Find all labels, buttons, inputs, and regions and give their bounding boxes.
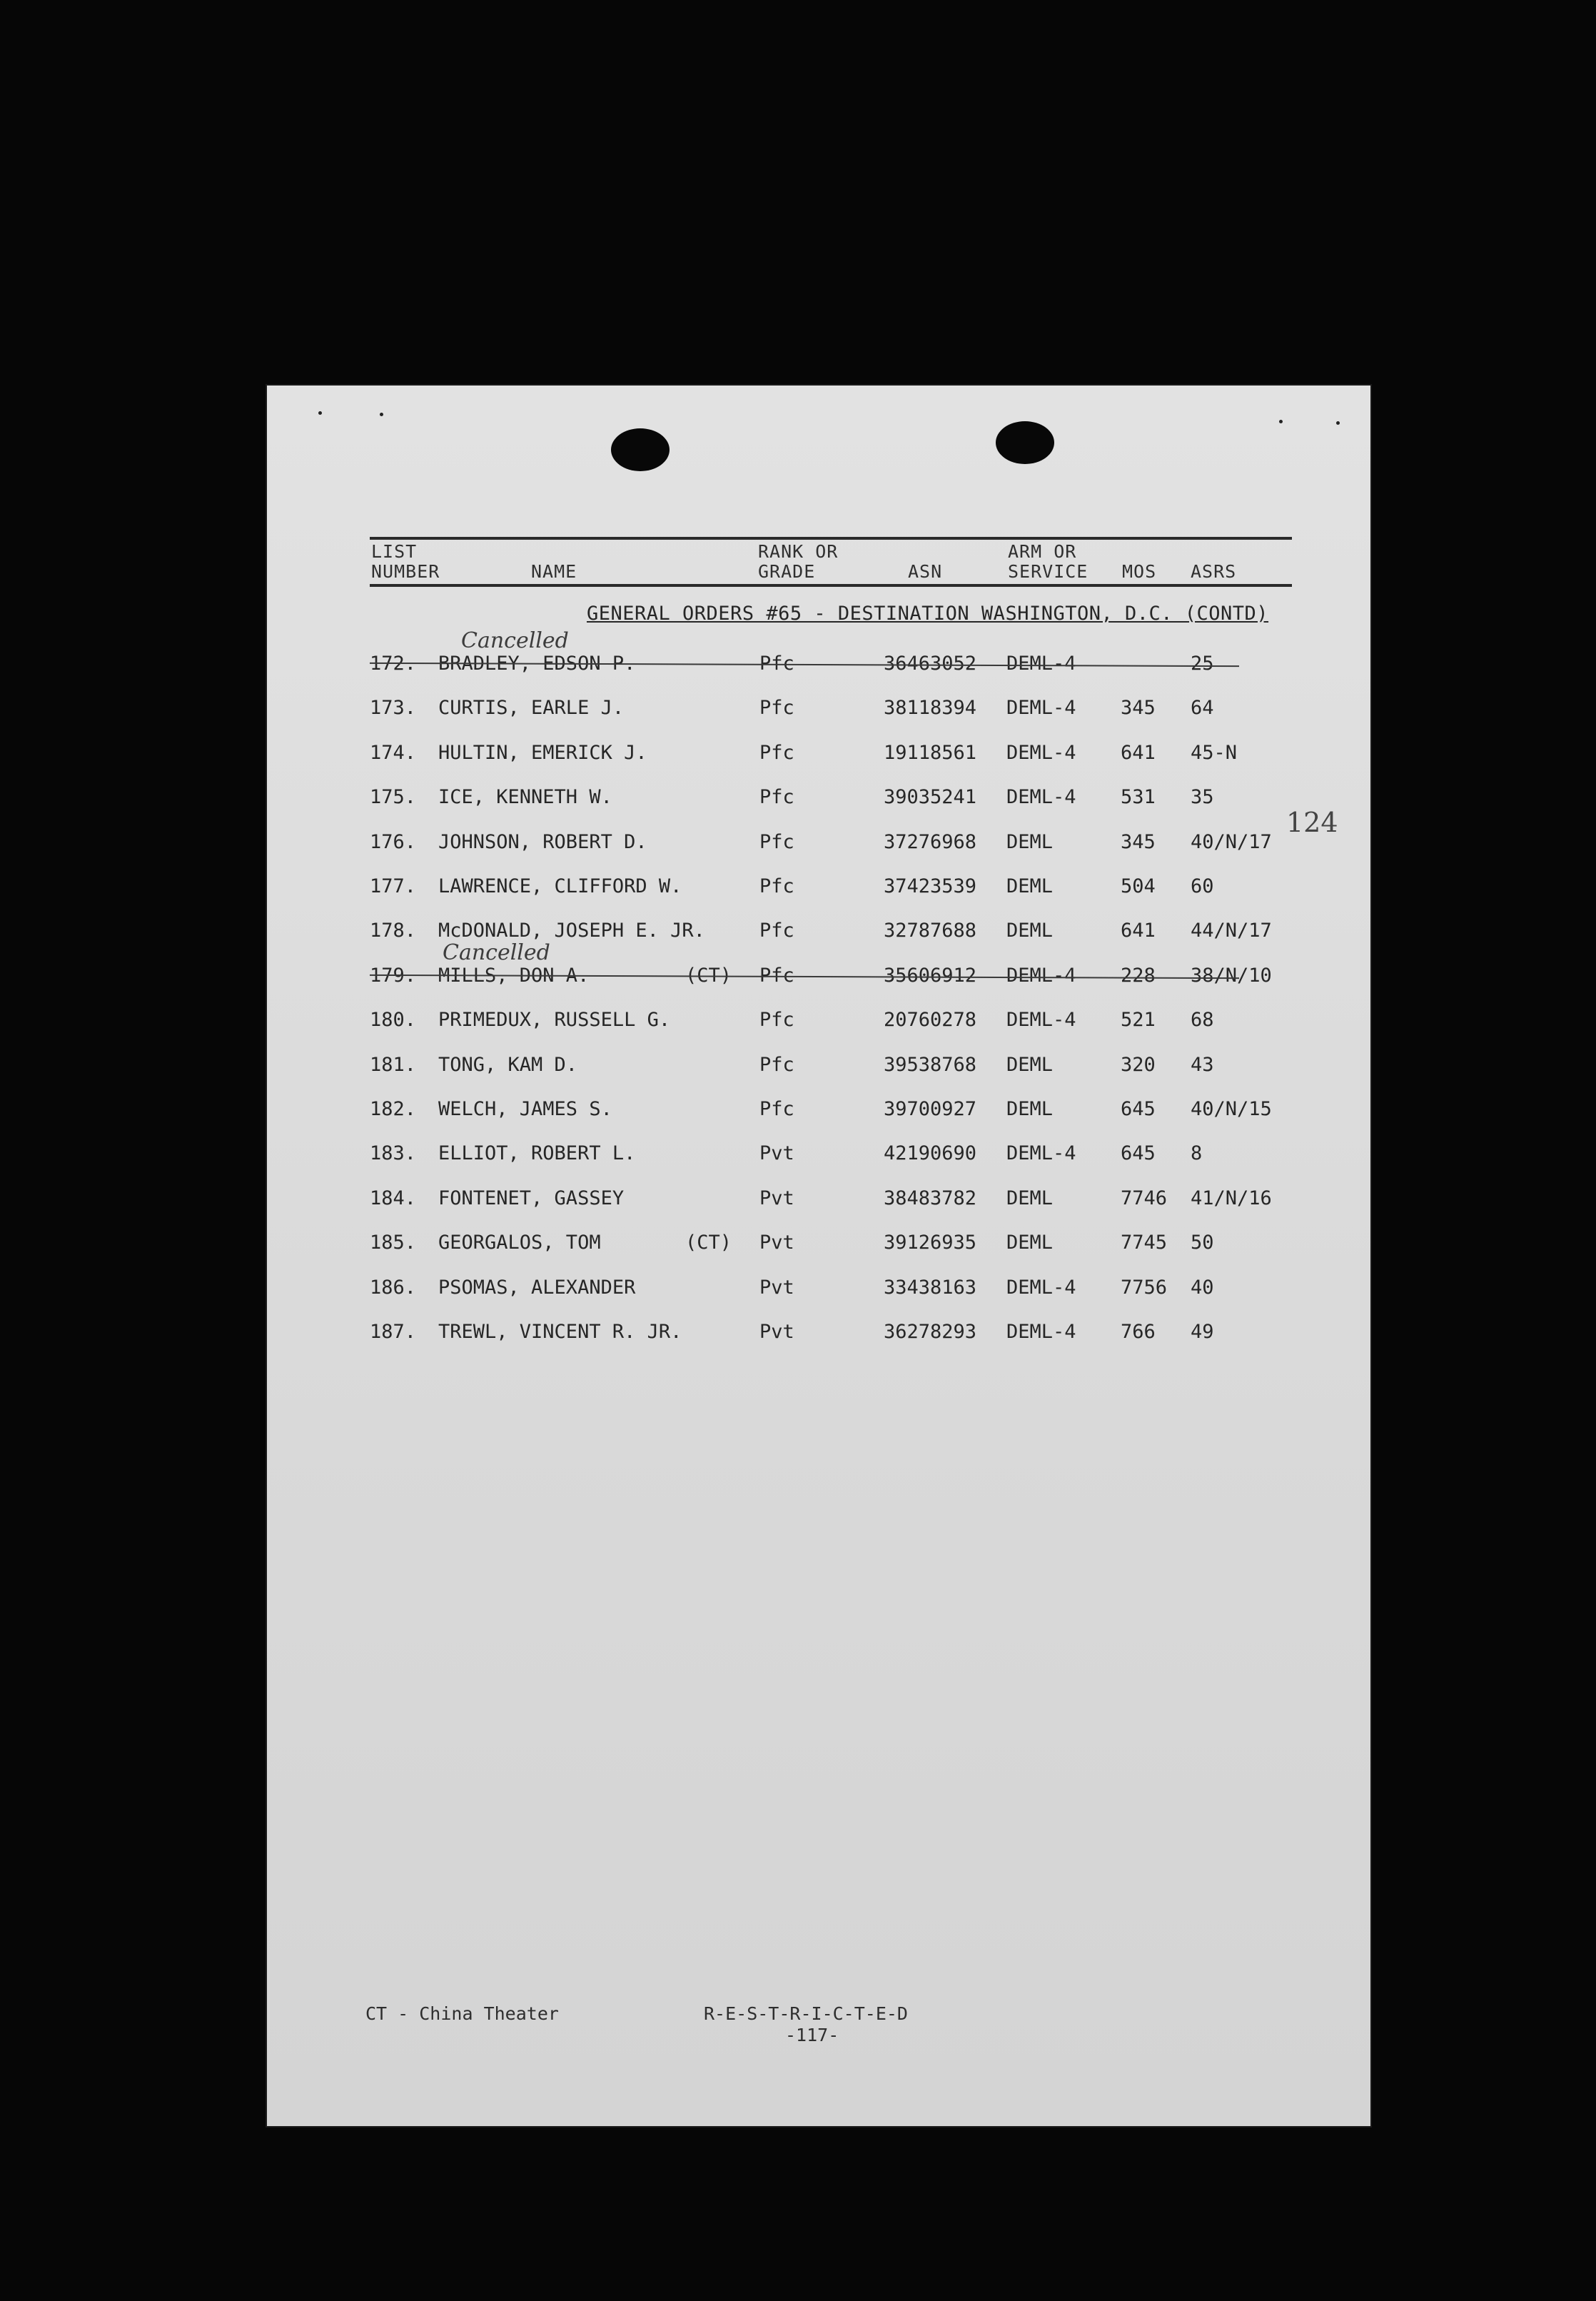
row-asrs: 35: [1191, 786, 1214, 809]
row-number: 175.: [370, 786, 417, 809]
row-rank: Pvt: [759, 1321, 794, 1343]
row-arm: DEML-4: [1006, 653, 1076, 675]
row-asn: 39035241: [884, 786, 977, 809]
table-row: [266, 920, 1372, 948]
row-rank: Pfc: [759, 875, 794, 897]
row-mos: 645: [1121, 1098, 1156, 1120]
row-mos: 228: [1121, 964, 1156, 987]
row-arm: DEML: [1006, 830, 1054, 853]
row-number: 186.: [370, 1276, 417, 1299]
row-rank: Pfc: [759, 1009, 794, 1032]
row-number: 182.: [370, 1098, 417, 1120]
row-number: 185.: [370, 1232, 417, 1254]
row-arm: DEML: [1006, 1187, 1054, 1209]
row-asrs: 64: [1191, 697, 1214, 720]
header-arm-2: SERVICE: [1008, 561, 1089, 582]
row-rank: Pfc: [759, 920, 794, 942]
row-number: 181.: [370, 1053, 417, 1076]
page-number-stamp: 124: [1286, 807, 1338, 838]
row-number: 172.: [370, 653, 417, 675]
row-name: TONG, KAM D.: [438, 1053, 578, 1076]
row-number: 177.: [370, 875, 417, 897]
row-arm: DEML-4: [1006, 1276, 1076, 1299]
row-mos: 345: [1121, 697, 1156, 720]
table-row: [266, 742, 1372, 770]
header-mos: MOS: [1122, 561, 1157, 582]
row-rank: Pfc: [759, 786, 794, 809]
row-asn: 36278293: [884, 1321, 977, 1343]
row-arm: DEML: [1006, 1232, 1054, 1254]
row-mos: 345: [1121, 830, 1156, 853]
row-asn: 33438163: [884, 1276, 977, 1299]
header-asrs: ASRS: [1191, 561, 1237, 582]
row-arm: DEML-4: [1006, 964, 1076, 987]
row-name: JOHNSON, ROBERT D.: [438, 830, 647, 853]
row-mos: 7745: [1121, 1232, 1168, 1254]
row-arm: DEML-4: [1006, 741, 1076, 764]
row-mos: 7756: [1121, 1276, 1168, 1299]
row-ct-flag: (CT): [685, 964, 732, 987]
header-rule-bottom: [370, 584, 1292, 587]
row-name: McDONALD, JOSEPH E. JR.: [438, 920, 705, 942]
row-mos: 641: [1121, 920, 1156, 942]
speck: [1279, 420, 1283, 423]
handwritten-cancelled-note: Cancelled: [443, 940, 550, 965]
row-asrs: 25: [1191, 653, 1214, 675]
row-ct-flag: (CT): [685, 1232, 732, 1254]
row-asrs: 38/N/10: [1191, 964, 1272, 987]
row-name: TREWL, VINCENT R. JR.: [438, 1321, 682, 1343]
table-row: [266, 1277, 1372, 1305]
row-number: 187.: [370, 1321, 417, 1343]
row-asn: 37276968: [884, 830, 977, 853]
row-name: WELCH, JAMES S.: [438, 1098, 612, 1120]
row-number: 184.: [370, 1187, 417, 1209]
row-rank: Pfc: [759, 830, 794, 853]
row-asrs: 40/N/15: [1191, 1098, 1272, 1120]
table-row: [266, 786, 1372, 815]
row-number: 176.: [370, 830, 417, 853]
row-name: MILLS, DON A.: [438, 964, 590, 987]
row-name: PSOMAS, ALEXANDER: [438, 1276, 636, 1299]
table-row: [266, 1321, 1372, 1349]
row-asrs: 41/N/16: [1191, 1187, 1272, 1209]
footer-page-number: -117-: [785, 2025, 839, 2045]
row-mos: 645: [1121, 1142, 1156, 1165]
row-rank: Pfc: [759, 1098, 794, 1120]
row-asrs: 49: [1191, 1321, 1214, 1343]
row-asrs: 40: [1191, 1276, 1214, 1299]
header-rule-top: [370, 537, 1292, 540]
table-row: [266, 1098, 1372, 1127]
row-arm: DEML-4: [1006, 1142, 1076, 1165]
row-name: HULTIN, EMERICK J.: [438, 741, 647, 764]
row-asrs: 60: [1191, 875, 1214, 897]
row-arm: DEML-4: [1006, 1321, 1076, 1343]
row-name: LAWRENCE, CLIFFORD W.: [438, 875, 682, 897]
row-asn: 37423539: [884, 875, 977, 897]
header-rank-2: GRADE: [758, 561, 816, 582]
row-mos: 504: [1121, 875, 1156, 897]
handwritten-cancelled-note: Cancelled: [461, 628, 569, 653]
row-mos: 7746: [1121, 1187, 1168, 1209]
row-rank: Pvt: [759, 1232, 794, 1254]
table-row: [266, 697, 1372, 725]
row-asn: 38118394: [884, 697, 977, 720]
row-arm: DEML-4: [1006, 697, 1076, 720]
header-name: NAME: [531, 561, 577, 582]
row-name: GEORGALOS, TOM: [438, 1232, 601, 1254]
row-number: 180.: [370, 1009, 417, 1032]
row-asn: 42190690: [884, 1142, 977, 1165]
row-mos: 521: [1121, 1009, 1156, 1032]
header-list-2: NUMBER: [371, 561, 440, 582]
row-asn: 39700927: [884, 1098, 977, 1120]
header-rank-1: RANK OR: [758, 541, 839, 562]
row-asrs: 68: [1191, 1009, 1214, 1032]
table-row: [266, 1054, 1372, 1082]
row-name: PRIMEDUX, RUSSELL G.: [438, 1009, 671, 1032]
row-mos: 641: [1121, 741, 1156, 764]
table-row: [266, 1232, 1372, 1260]
row-asrs: 50: [1191, 1232, 1214, 1254]
row-name: BRADLEY, EDSON P.: [438, 653, 636, 675]
header-arm-1: ARM OR: [1008, 541, 1077, 562]
row-asrs: 43: [1191, 1053, 1214, 1076]
row-asn: 38483782: [884, 1187, 977, 1209]
row-asn: 19118561: [884, 741, 977, 764]
table-row: [266, 831, 1372, 860]
row-rank: Pfc: [759, 741, 794, 764]
row-mos: 531: [1121, 786, 1156, 809]
row-asn: 36463052: [884, 653, 977, 675]
footer-legend: CT - China Theater: [365, 2003, 559, 2024]
table-row: [266, 940, 1372, 993]
table-row: [266, 628, 1372, 681]
row-rank: Pfc: [759, 1053, 794, 1076]
row-asn: 35606912: [884, 964, 977, 987]
row-rank: Pvt: [759, 1142, 794, 1165]
punch-hole: [996, 421, 1054, 464]
row-rank: Pvt: [759, 1187, 794, 1209]
row-mos: 766: [1121, 1321, 1156, 1343]
table-row: [266, 1187, 1372, 1216]
row-name: ELLIOT, ROBERT L.: [438, 1142, 636, 1165]
speck: [380, 413, 383, 416]
row-name: ICE, KENNETH W.: [438, 786, 612, 809]
punch-hole: [611, 428, 670, 471]
footer-restricted: R-E-S-T-R-I-C-T-E-D: [704, 2003, 908, 2024]
row-mos: 320: [1121, 1053, 1156, 1076]
header-list-1: LIST: [371, 541, 418, 562]
row-arm: DEML: [1006, 920, 1054, 942]
row-asrs: 8: [1191, 1142, 1203, 1165]
row-arm: DEML-4: [1006, 786, 1076, 809]
table-row: [266, 1142, 1372, 1171]
speck: [1336, 421, 1340, 425]
row-asrs: 40/N/17: [1191, 830, 1272, 853]
row-rank: Pfc: [759, 653, 794, 675]
row-number: 173.: [370, 697, 417, 720]
orders-subtitle: GENERAL ORDERS #65 - DESTINATION WASHINGTON, D.C. (CONTD): [587, 603, 1269, 625]
table-row: [266, 1009, 1372, 1037]
row-number: 178.: [370, 920, 417, 942]
row-number: 174.: [370, 741, 417, 764]
row-number: 179.: [370, 964, 417, 987]
row-arm: DEML: [1006, 875, 1054, 897]
header-asn: ASN: [908, 561, 943, 582]
table-row: [266, 875, 1372, 904]
row-arm: DEML: [1006, 1098, 1054, 1120]
row-asrs: 44/N/17: [1191, 920, 1272, 942]
row-asrs: 45-N: [1191, 741, 1238, 764]
row-rank: Pvt: [759, 1276, 794, 1299]
row-arm: DEML-4: [1006, 1009, 1076, 1032]
row-number: 183.: [370, 1142, 417, 1165]
row-name: FONTENET, GASSEY: [438, 1187, 625, 1209]
row-rank: Pfc: [759, 964, 794, 987]
row-asn: 32787688: [884, 920, 977, 942]
row-rank: Pfc: [759, 697, 794, 720]
row-arm: DEML: [1006, 1053, 1054, 1076]
row-name: CURTIS, EARLE J.: [438, 697, 625, 720]
row-asn: 39538768: [884, 1053, 977, 1076]
row-asn: 20760278: [884, 1009, 977, 1032]
document-page: [266, 384, 1372, 2128]
row-asn: 39126935: [884, 1232, 977, 1254]
speck: [318, 411, 322, 415]
